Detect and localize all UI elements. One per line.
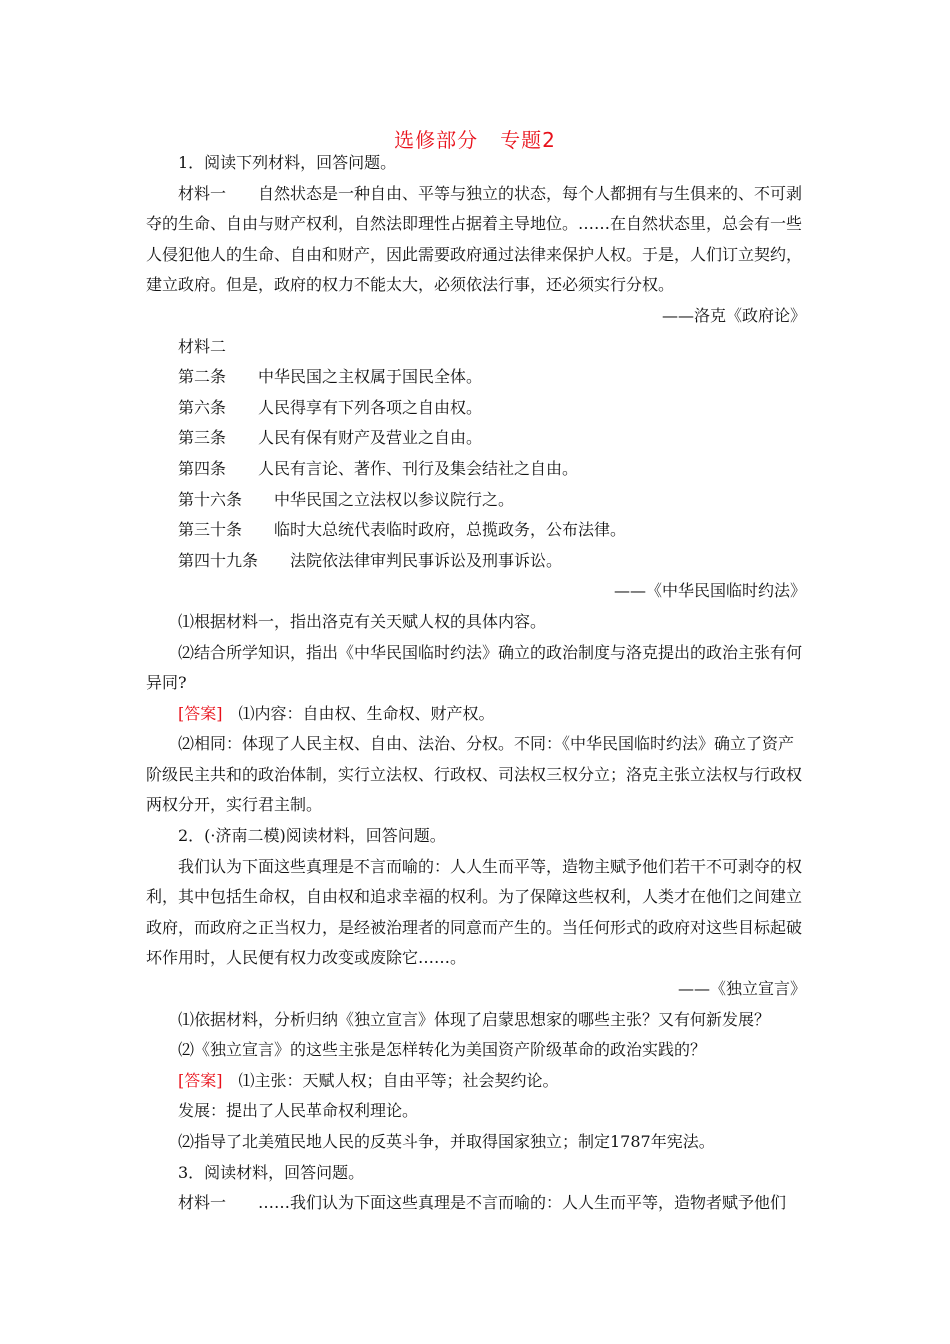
q1-m1-source: ——洛克《政府论》: [661, 305, 806, 325]
q1-m1-text: 自然状态是一种自由、平等与独立的状态，每个人都拥有与生俱来的、不可剥夺的生命、自由与财产权利，自然法即理性占据着主导地位。……在自然状态里，总会有一些人侵犯他人的生命、自由和财产，因此需要政府通过法律来保护人权。于是，人们订立契约，建立政府。但是，政府的权力不能太大，必须依法行事，还必须实行分权。: [146, 183, 803, 295]
article-item: [146, 515, 806, 546]
q2-answer-1b: 发展：提出了人民革命权利理论。: [178, 1101, 419, 1121]
article-number: 第四十九条: [178, 550, 259, 570]
q2-answer-1: [146, 1066, 806, 1097]
article-text: 法院依法律审判民事诉讼及刑事诉讼。: [290, 550, 563, 570]
article-text: 中华民国之立法权以参议院行之。: [274, 489, 515, 509]
q2-stem: 2．(·济南二模)阅读材料，回答问题。: [178, 826, 446, 846]
answer-tag: [答案]: [178, 703, 223, 723]
title-main: 选修部分: [394, 128, 479, 152]
q1-m2-source: ——《中华民国临时约法》: [613, 581, 806, 601]
q2-subquestion-2: ⑵《独立宣言》的这些主张是怎样转化为美国资产阶级革命的政治实践的？: [178, 1040, 707, 1060]
q1-answer-1: [146, 699, 806, 730]
q1-stem: 1．阅读下列材料，回答问题。: [178, 153, 397, 172]
article-text: 临时大总统代表临时政府，总揽政务，公布法律。: [274, 520, 627, 540]
q2-source: ——《独立宣言》: [677, 979, 806, 999]
article-number: 第四条: [178, 458, 227, 478]
q1-answer-2: ⑵相同：体现了人民主权、自由、法治、分权。不同：《中华民国临时约法》确立了资产阶级民主共和的政治体制，实行立法权、行政权、司法权三权分立；洛克主张立法权与行政权两权分开，实行君主制。: [146, 734, 803, 815]
q3-m1-text: ……我们认为下面这些真理是不言而喻的：人人生而平等，造物者赋予他们: [258, 1193, 787, 1213]
q3-stem: 3．阅读材料，回答问题。: [178, 1162, 365, 1182]
q1-subquestion-1: ⑴根据材料一，指出洛克有关天赋人权的具体内容。: [178, 611, 547, 631]
article-number: 第六条: [178, 397, 227, 417]
article-text: 人民有言论、著作、刊行及集会结社之自由。: [258, 458, 579, 478]
answer-tag: [答案]: [178, 1070, 223, 1090]
q2-subquestion-1: ⑴依据材料，分析归纳《独立宣言》体现了启蒙思想家的哪些主张？又有何新发展？: [178, 1009, 771, 1029]
article-item: [146, 362, 806, 393]
article-item: [146, 485, 806, 516]
title-sub: 专题2: [500, 128, 556, 152]
q3-material-1: [146, 1188, 806, 1219]
article-item: [146, 393, 806, 424]
q2-answer-2: ⑵指导了北美殖民地人民的反英斗争，并取得国家独立；制定1787年宪法。: [178, 1132, 715, 1151]
article-item: [146, 454, 806, 485]
article-text: 人民得享有下列各项之自由权。: [258, 397, 483, 417]
article-item: [146, 423, 806, 454]
article-text: 中华民国之主权属于国民全体。: [258, 367, 483, 387]
article-number: 第二条: [178, 367, 227, 387]
q3-m1-label: 材料一: [178, 1193, 227, 1213]
q1-m2-label: 材料二: [178, 336, 227, 356]
article-number: 第三十条: [178, 520, 243, 540]
article-number: 第十六条: [178, 489, 243, 509]
answer-text: ⑴主张：天赋人权；自由平等；社会契约论。: [238, 1070, 559, 1090]
q1-m1-label: 材料一: [178, 183, 227, 203]
q2-material: 我们认为下面这些真理是不言而喻的：人人生而平等，造物主赋予他们若干不可剥夺的权利，其中包括生命权，自由权和追求幸福的权利。为了保障这些权利，人类才在他们之间建立政府，而政府之正当权力，是经被治理者的同意而产生的。当任何形式的政府对这些目标起破坏作用时，人民便有权力改变或废除它……。: [146, 856, 803, 968]
document-body: [146, 148, 806, 1219]
q1-material-1: [146, 179, 806, 301]
answer-text: ⑴内容：自由权、生命权、财产权。: [238, 703, 495, 723]
article-number: 第三条: [178, 428, 227, 448]
article-text: 人民有保有财产及营业之自由。: [258, 428, 483, 448]
article-item: [146, 546, 806, 577]
q1-subquestion-2: ⑵结合所学知识，指出《中华民国临时约法》确立的政治制度与洛克提出的政治主张有何异同?: [146, 642, 803, 693]
